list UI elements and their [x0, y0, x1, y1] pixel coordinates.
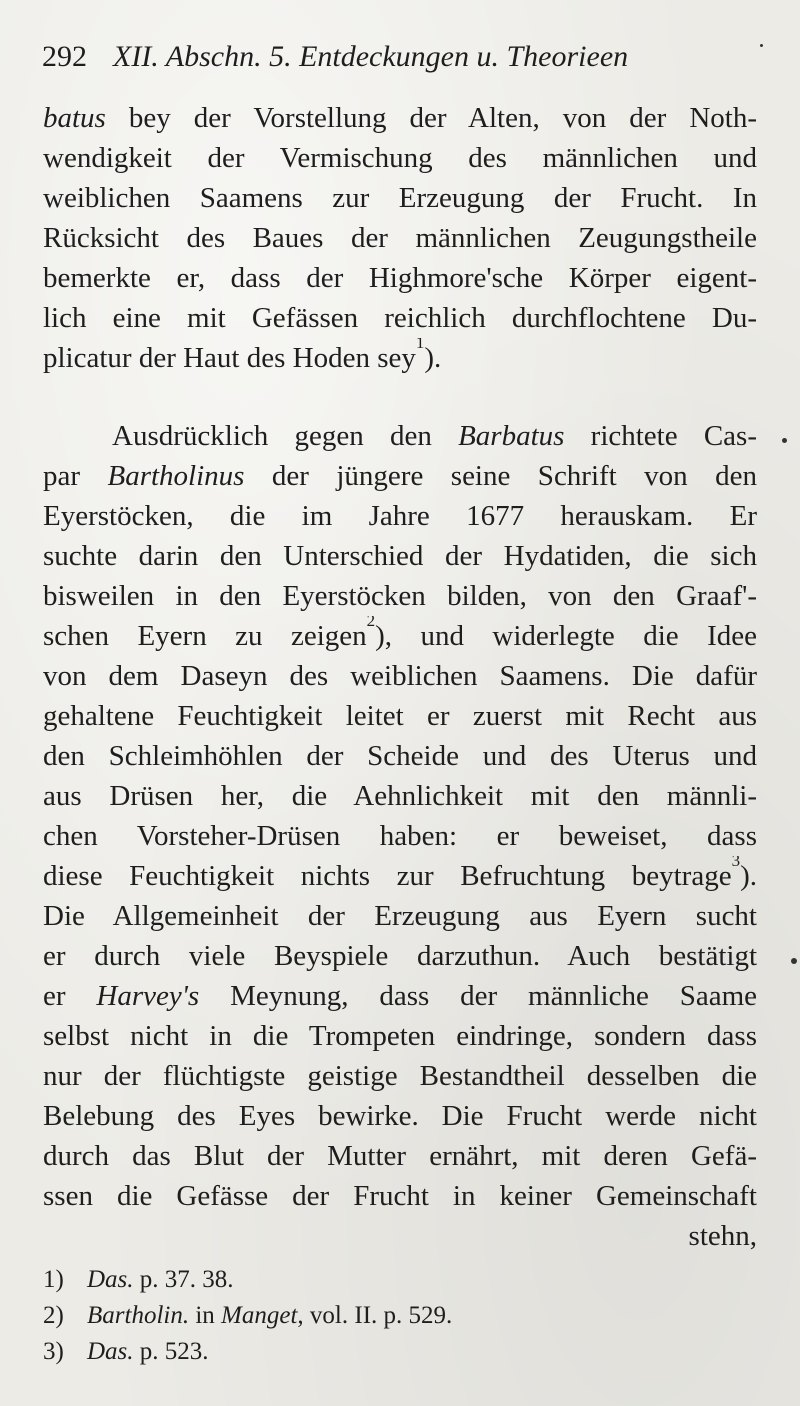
- text-line: suchte darin den Unterschied der Hydatiden, die sich: [43, 540, 757, 572]
- text-line: chen Vorsteher-Drüsen haben: er beweiset, dass: [43, 820, 757, 852]
- paper-speck: [782, 438, 787, 443]
- text-line: ssen die Gefässe der Frucht in keiner Gemeinschaft: [43, 1180, 757, 1212]
- footnote: 1) Das. p. 37. 38.: [43, 1262, 743, 1298]
- footnote-number: 1): [43, 1266, 64, 1293]
- text-line: gehaltene Feuchtigkeit leitet er zuerst mit Recht aus: [43, 700, 757, 732]
- footnote: 2) Bartholin. in Manget, vol. II. p. 529.: [43, 1298, 743, 1334]
- text-line: er durch viele Beyspiele darzuthun. Auch bestätigt: [43, 940, 757, 972]
- footnote-ref: 2: [366, 616, 376, 630]
- text-line: weiblichen Saamens zur Erzeugung der Frucht. In: [43, 182, 757, 214]
- footnote-number: 2): [43, 1302, 64, 1329]
- text-line: Rücksicht des Baues der männlichen Zeugungstheile: [43, 222, 757, 254]
- text-line: durch das Blut der Mutter ernährt, mit deren Gefä-: [43, 1140, 757, 1172]
- footnote-ref: 1: [415, 338, 425, 352]
- text-line: Die Allgemeinheit der Erzeugung aus Eyern sucht: [43, 900, 757, 932]
- footnote: 3) Das. p. 523.: [43, 1334, 743, 1370]
- footnote-number: 3): [43, 1338, 64, 1365]
- text-line: von dem Daseyn des weiblichen Saamens. Die dafür: [43, 660, 757, 692]
- text-line: Eyerstöcken, die im Jahre 1677 herauskam. Er: [43, 500, 757, 532]
- page-number: 292: [42, 40, 87, 73]
- text-line: batus bey der Vorstellung der Alten, von der Noth-: [43, 102, 757, 134]
- footnotes: [43, 1262, 743, 1370]
- text-line: schen Eyern zu zeigen$^2$), und widerlegte die Idee: [43, 616, 757, 656]
- text-line: lich eine mit Gefässen reichlich durchflochtene Du-: [43, 302, 757, 334]
- text-line: bisweilen in den Eyerstöcken bilden, von den Graaf'-: [43, 580, 757, 612]
- catchword: stehn,: [688, 1220, 757, 1252]
- text-line: par Bartholinus der jüngere seine Schrift von den: [43, 460, 757, 492]
- text-line: diese Feuchtigkeit nichts zur Befruchtung beytrage$^3$).: [43, 856, 757, 896]
- text-line: aus Drüsen her, die Aehnlichkeit mit den männli-: [43, 780, 757, 812]
- paper-speck: [760, 44, 763, 47]
- footnote-ref: 3: [731, 856, 741, 870]
- text-line: bemerkte er, dass der Highmore'sche Körper eigent-: [43, 262, 757, 294]
- text-line: selbst nicht in die Trompeten eindringe, sondern dass: [43, 1020, 757, 1052]
- text-line: er Harvey's Meynung, dass der männliche Saame: [43, 980, 757, 1012]
- running-header: [42, 40, 772, 80]
- text-line: Ausdrücklich gegen den Barbatus richtete Cas-: [112, 420, 757, 452]
- text-line: plicatur der Haut des Hoden sey$^1$).: [43, 338, 757, 378]
- running-title: XII. Abschn. 5. Entdeckungen u. Theorieen: [113, 40, 629, 73]
- text-line: den Schleimhöhlen der Scheide und des Uterus und: [43, 740, 757, 772]
- text-line: wendigkeit der Vermischung des männlichen und: [43, 142, 757, 174]
- paper-speck: [791, 958, 797, 964]
- text-line: Belebung des Eyes bewirke. Die Frucht werde nicht: [43, 1100, 757, 1132]
- text-line: nur der flüchtigste geistige Bestandtheil desselben die: [43, 1060, 757, 1092]
